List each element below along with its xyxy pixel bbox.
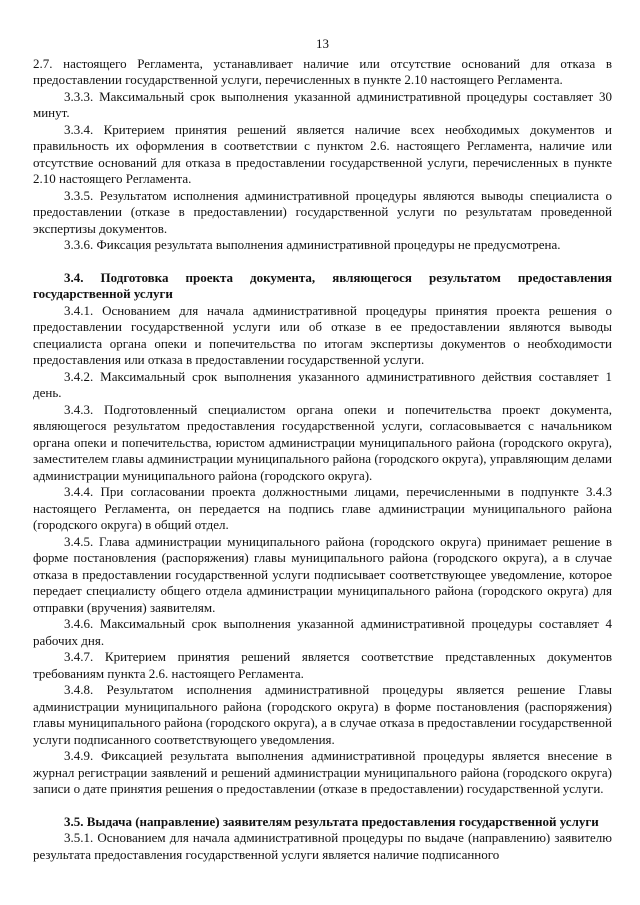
spacer (33, 254, 612, 270)
paragraph-3-5-1: 3.5.1. Основанием для начала административной процедуры по выдаче (направлению) заявителю результата предоставления государственной услуги является наличие подписанного (33, 830, 612, 862)
paragraph-2-7-continuation: 2.7. настоящего Регламента, устанавливает наличие или отсутствие оснований для отказа в предоставлении государственной услуги, перечисленных в пункте 2.10 настоящего Регламента. (33, 55, 612, 87)
section-heading-3-5: 3.5. Выдача (направление) заявителям результата предоставления государственной услуги (64, 813, 599, 829)
paragraph-3-3-4: 3.3.4. Критерием принятия решений является наличие всех необходимых документов и правильность их оформления в соответствии с пунктом 2.6. настоящего Регламента, наличие или отсутствие оснований для отказа в предоставлении государственной услуги, перечисленных в пункте 2.10 настоящего Регламента. (33, 121, 612, 186)
paragraph-3-4-6: 3.4.6. Максимальный срок выполнения указанной административной процедуры составляет 4 рабочих дня. (33, 616, 612, 648)
paragraph-3-4-2: 3.4.2. Максимальный срок выполнения указанного административного действия составляет 1 день. (33, 368, 612, 400)
paragraph-3-4-9: 3.4.9. Фиксацией результата выполнения административной процедуры является внесение в журнал регистрации заявлений и решений администрации муниципального района (городского округа) записи о дате принятия решения о предоставлении (отказе в предоставлении) государственной услуги. (33, 748, 612, 796)
paragraph-3-3-3: 3.3.3. Максимальный срок выполнения указанной административной процедуры составляет 30 минут. (33, 88, 612, 120)
paragraph-3-4-7: 3.4.7. Критерием принятия решений является соответствие представленных документов требованиям пункта 2.6. настоящего Регламента. (33, 649, 612, 681)
page-number: 13 (316, 36, 329, 51)
paragraph-3-4-4: 3.4.4. При согласовании проекта должностными лицами, перечисленными в подпункте 3.4.3 настоящего Регламента, он передается на подпись главе администрации муниципального района (городского округа) в общий отдел. (33, 484, 612, 532)
paragraph-3-3-5: 3.3.5. Результатом исполнения административной процедуры являются выводы специалиста о предоставлении (отказе в предоставлении) государственной услуги по результатам проведенной экспертизы документов. (33, 187, 612, 236)
section-heading-3-4: 3.4. Подготовка проекта документа, являющегося результатом предоставления государственной услуги (33, 269, 612, 301)
paragraph-3-4-8: 3.4.8. Результатом исполнения административной процедуры является решение Главы администрации муниципального района (городского округа) в форме постановления (распоряжения) главы муниципального района (городского округа), а в случае отказа в предоставлении государственной услуги подписанного соответствующего уведомления. (33, 682, 612, 747)
paragraph-3-4-3: 3.4.3. Подготовленный специалистом органа опеки и попечительства проект документа, являющегося результатом предоставления государственной услуги, согласовывается с начальником органа опеки и попечительства, юристом администрации муниципального района (городского округа), заместителем главы администрации муниципального района (городского округа), управляющим делами администрации муниципального района (городского округа). (33, 401, 612, 483)
paragraph-3-3-6: 3.3.6. Фиксация результата выполнения административной процедуры не предусмотрена. (64, 237, 561, 252)
paragraph-3-4-1: 3.4.1. Основанием для начала административной процедуры принятия проекта решения о предоставлении государственной услуги или об отказе в ее предоставлении являются выводы специалиста органа опеки и попечительства по итогам экспертизы документов о необходимости предоставления или отказа в предоставлении государственной услуги. (33, 302, 612, 367)
spacer (33, 798, 612, 814)
paragraph-3-4-5: 3.4.5. Глава администрации муниципального района (городского округа) принимает решение в форме постановления (распоряжения) главы муниципального района (городского округа), а в случае отказа в предоставлении государственной услуги подписывает соответствующее уведомление, которое передает специалисту общего отдела администрации муниципального района (городского округа) для отправки (вручения) заявителям. (33, 533, 612, 615)
